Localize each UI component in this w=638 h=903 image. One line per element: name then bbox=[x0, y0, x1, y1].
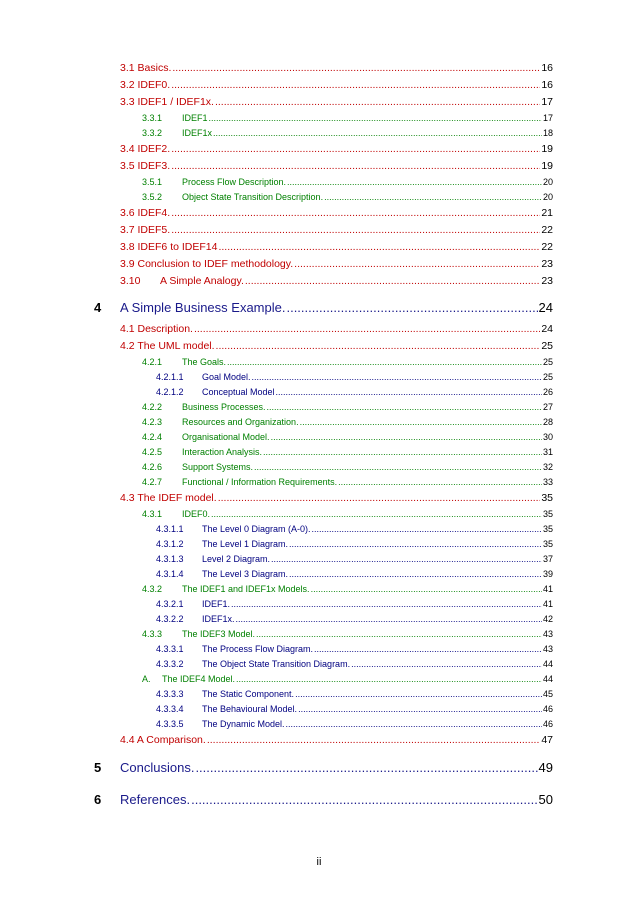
dot-leader bbox=[171, 160, 540, 172]
toc-entry-page: 17 bbox=[541, 96, 553, 108]
dot-leader bbox=[218, 492, 541, 504]
toc-entry[interactable] bbox=[156, 554, 553, 564]
toc-entry-number: 4.2.4 bbox=[142, 432, 163, 442]
dot-leader bbox=[256, 629, 542, 639]
toc-entry-number: 4.2.7 bbox=[142, 477, 163, 487]
toc-entry-title: A Simple Business Example. bbox=[120, 300, 286, 315]
dot-leader bbox=[311, 584, 542, 594]
toc-entry-number: 4.2.6 bbox=[142, 462, 163, 472]
toc-entry-number: 4.3.3.2 bbox=[156, 659, 184, 669]
toc-entry-title: 3.2 IDEF0. bbox=[120, 79, 171, 91]
toc-entry[interactable] bbox=[142, 432, 553, 442]
toc-entry-number: 4.3.2.1 bbox=[156, 599, 184, 609]
toc-entry-page: 17 bbox=[542, 113, 553, 123]
toc-entry-title: IDEF1. bbox=[202, 599, 231, 609]
toc-entry-title: 3.9 Conclusion to IDEF methodology. bbox=[120, 258, 294, 270]
toc-entry[interactable] bbox=[156, 524, 553, 534]
toc-entry[interactable] bbox=[120, 96, 553, 108]
dot-leader bbox=[213, 128, 542, 138]
dot-leader bbox=[287, 177, 542, 187]
toc-entry-page: 19 bbox=[541, 143, 553, 155]
toc-entry-title: The Goals. bbox=[182, 357, 227, 367]
toc-entry-number: 4.3.2 bbox=[142, 584, 163, 594]
toc-entry-title: 4.1 Description. bbox=[120, 323, 193, 335]
toc-entry-page: 41 bbox=[542, 584, 553, 594]
dot-leader bbox=[289, 539, 542, 549]
toc-entry[interactable] bbox=[156, 704, 553, 714]
toc-entry-page: 44 bbox=[542, 674, 553, 684]
dot-leader bbox=[271, 432, 542, 442]
dot-leader bbox=[276, 387, 542, 397]
toc-entry-page: 26 bbox=[542, 387, 553, 397]
dot-leader bbox=[294, 258, 540, 270]
toc-entry[interactable] bbox=[94, 300, 553, 315]
toc-entry-page: 28 bbox=[542, 417, 553, 427]
dot-leader bbox=[216, 340, 541, 352]
toc-entry[interactable] bbox=[142, 674, 553, 684]
dot-leader bbox=[286, 300, 537, 315]
toc-entry-title: IDEF1x. bbox=[202, 614, 235, 624]
toc-entry[interactable] bbox=[120, 492, 553, 504]
toc-entry-title: Support Systems. bbox=[182, 462, 254, 472]
toc-entry-page: 24 bbox=[541, 323, 553, 335]
toc-entry[interactable] bbox=[156, 372, 553, 382]
toc-entry-title: The Object State Transition Diagram. bbox=[202, 659, 351, 669]
toc-entry-number: 3.5.2 bbox=[142, 192, 163, 202]
toc-entry-page: 33 bbox=[542, 477, 553, 487]
toc-entry-page: 43 bbox=[542, 629, 553, 639]
toc-entry[interactable] bbox=[120, 275, 553, 287]
toc-entry-page: 20 bbox=[542, 177, 553, 187]
dot-leader bbox=[172, 62, 540, 74]
dot-leader bbox=[218, 241, 540, 253]
toc-entry-page: 35 bbox=[542, 509, 553, 519]
toc-entry-title: Conceptual Model bbox=[202, 387, 275, 397]
dot-leader bbox=[211, 509, 542, 519]
toc-entry-title: Conclusions. bbox=[120, 760, 195, 775]
toc-entry-title: Organisational Model. bbox=[182, 432, 270, 442]
toc-entry[interactable] bbox=[142, 417, 553, 427]
toc-entry-page: 39 bbox=[542, 569, 553, 579]
toc-entry-page: 37 bbox=[542, 554, 553, 564]
toc-entry-page: 43 bbox=[542, 644, 553, 654]
toc-entry-page: 20 bbox=[542, 192, 553, 202]
toc-entry-page: 32 bbox=[542, 462, 553, 472]
toc-entry[interactable] bbox=[142, 402, 553, 412]
toc-entry-title: References. bbox=[120, 792, 191, 807]
toc-entry-title: The Behavioural Model. bbox=[202, 704, 298, 714]
dot-leader bbox=[271, 554, 542, 564]
toc-entry[interactable] bbox=[120, 734, 553, 746]
toc-entry-number: 4.3.1.3 bbox=[156, 554, 184, 564]
toc-entry[interactable] bbox=[142, 629, 553, 639]
toc-entry-title: The IDEF4 Model. bbox=[162, 674, 236, 684]
toc-entry-title: Resources and Organization. bbox=[182, 417, 299, 427]
toc-entry-number: 4.2.1 bbox=[142, 357, 163, 367]
dot-leader bbox=[338, 477, 542, 487]
toc-entry-page: 35 bbox=[542, 539, 553, 549]
toc-entry-title: 3.6 IDEF4. bbox=[120, 207, 171, 219]
toc-entry-number: 4.3.3.4 bbox=[156, 704, 184, 714]
toc-entry-title: Goal Model. bbox=[202, 372, 251, 382]
dot-leader bbox=[286, 719, 542, 729]
toc-entry-page: 25 bbox=[541, 340, 553, 352]
toc-entry-title: Interaction Analysis. bbox=[182, 447, 263, 457]
toc-entry[interactable] bbox=[142, 128, 553, 138]
toc-entry-number: 4.3.1.4 bbox=[156, 569, 184, 579]
toc-entry-title: 4.4 A Comparison. bbox=[120, 734, 206, 746]
toc-entry[interactable] bbox=[142, 509, 553, 519]
toc-entry-page: 18 bbox=[542, 128, 553, 138]
toc-entry-title: Object State Transition Description. bbox=[182, 192, 324, 202]
toc-entry-number: 4.3.2.2 bbox=[156, 614, 184, 624]
toc-entry-page: 41 bbox=[542, 599, 553, 609]
dot-leader bbox=[298, 704, 542, 714]
toc-entry-page: 50 bbox=[538, 792, 553, 807]
dot-leader bbox=[171, 224, 540, 236]
toc-entry[interactable] bbox=[120, 340, 553, 352]
toc-entry[interactable] bbox=[156, 719, 553, 729]
toc-entry-title: 3.1 Basics. bbox=[120, 62, 172, 74]
toc-entry[interactable] bbox=[142, 584, 553, 594]
toc-entry-title: The Process Flow Diagram. bbox=[202, 644, 314, 654]
toc-entry-number: 4.3.1 bbox=[142, 509, 163, 519]
toc-entry-number: 4.2.2 bbox=[142, 402, 163, 412]
toc-entry[interactable] bbox=[120, 79, 553, 91]
toc-entry-page: 24 bbox=[538, 300, 553, 315]
dot-leader bbox=[227, 357, 542, 367]
toc-entry-title: Level 2 Diagram. bbox=[202, 554, 271, 564]
dot-leader bbox=[295, 689, 542, 699]
toc-entry-page: 46 bbox=[542, 704, 553, 714]
toc-entry-page: 27 bbox=[542, 402, 553, 412]
toc-entry[interactable] bbox=[120, 323, 553, 335]
toc-entry-title: 4.3 The IDEF model. bbox=[120, 492, 217, 504]
dot-leader bbox=[263, 447, 542, 457]
dot-leader bbox=[171, 143, 540, 155]
toc-entry-page: 16 bbox=[541, 62, 553, 74]
toc-entry[interactable] bbox=[120, 207, 553, 219]
toc-entry[interactable] bbox=[142, 447, 553, 457]
toc-entry[interactable] bbox=[156, 689, 553, 699]
dot-leader bbox=[324, 192, 542, 202]
toc-entry-page: 22 bbox=[541, 241, 553, 253]
toc-entry-title: The IDEF3 Model. bbox=[182, 629, 256, 639]
toc-entry[interactable] bbox=[142, 462, 553, 472]
toc-entry-page: 35 bbox=[541, 492, 553, 504]
dot-leader bbox=[312, 524, 542, 534]
toc-entry[interactable] bbox=[156, 599, 553, 609]
toc-entry[interactable] bbox=[156, 659, 553, 669]
toc-entry-page: 49 bbox=[538, 760, 553, 775]
toc-entry-number: 4.2.1.1 bbox=[156, 372, 184, 382]
page-number: ii bbox=[316, 856, 322, 868]
toc-entry-number: 4.2.1.2 bbox=[156, 387, 184, 397]
toc-entry-page: 31 bbox=[542, 447, 553, 457]
toc-entry[interactable] bbox=[120, 160, 553, 172]
toc-entry-number: 3.5.1 bbox=[142, 177, 163, 187]
toc-entry-title: 3.7 IDEF5. bbox=[120, 224, 171, 236]
toc-entry-title: 3.5 IDEF3. bbox=[120, 160, 171, 172]
dot-leader bbox=[252, 372, 542, 382]
dot-leader bbox=[207, 734, 541, 746]
toc-entry[interactable] bbox=[120, 224, 553, 236]
toc-entry[interactable] bbox=[120, 241, 553, 253]
dot-leader bbox=[314, 644, 542, 654]
dot-leader bbox=[300, 417, 542, 427]
dot-leader bbox=[231, 599, 542, 609]
toc-entry[interactable] bbox=[94, 792, 553, 807]
toc-entry-title: The Level 1 Diagram. bbox=[202, 539, 289, 549]
toc-entry-title: The Level 3 Diagram. bbox=[202, 569, 289, 579]
toc-entry-number: 3.10 bbox=[120, 275, 141, 287]
dot-leader bbox=[171, 207, 540, 219]
dot-leader bbox=[215, 96, 540, 108]
toc-entry[interactable] bbox=[142, 357, 553, 367]
toc-entry-title: IDEF1x bbox=[182, 128, 213, 138]
toc-entry[interactable] bbox=[156, 569, 553, 579]
toc-entry-page: 25 bbox=[542, 372, 553, 382]
toc-entry-page: 44 bbox=[542, 659, 553, 669]
toc-entry-number: 4 bbox=[94, 300, 102, 315]
dot-leader bbox=[289, 569, 542, 579]
toc-entry-page: 47 bbox=[541, 734, 553, 746]
toc-entry-number: 4.2.5 bbox=[142, 447, 163, 457]
toc-entry-page: 23 bbox=[541, 258, 553, 270]
dot-leader bbox=[191, 792, 537, 807]
toc-entry-title: IDEF1 bbox=[182, 113, 208, 123]
toc-entry-title: 3.8 IDEF6 to IDEF14 bbox=[120, 241, 218, 253]
toc-entry-page: 21 bbox=[541, 207, 553, 219]
toc-entry-title: 4.2 The UML model. bbox=[120, 340, 215, 352]
toc-entry[interactable] bbox=[142, 113, 553, 123]
toc-entry-number: 4.3.3 bbox=[142, 629, 163, 639]
toc-entry-number: 6 bbox=[94, 792, 102, 807]
dot-leader bbox=[245, 275, 540, 287]
toc-entry-title: 3.3 IDEF1 / IDEF1x. bbox=[120, 96, 214, 108]
toc-entry-page: 23 bbox=[541, 275, 553, 287]
toc-entry-title: The Dynamic Model. bbox=[202, 719, 285, 729]
toc-entry-page: 46 bbox=[542, 719, 553, 729]
toc-entry[interactable] bbox=[94, 760, 553, 775]
toc-entry[interactable] bbox=[120, 258, 553, 270]
toc-entry-number: 4.3.1.2 bbox=[156, 539, 184, 549]
dot-leader bbox=[254, 462, 542, 472]
toc-entry[interactable] bbox=[156, 644, 553, 654]
toc-entry-title: 3.4 IDEF2. bbox=[120, 143, 171, 155]
toc-entry-title: A Simple Analogy. bbox=[160, 275, 244, 287]
toc-entry[interactable] bbox=[156, 614, 553, 624]
toc-entry-number: 4.3.3.1 bbox=[156, 644, 184, 654]
toc-entry[interactable] bbox=[156, 387, 553, 397]
toc-entry-title: Functional / Information Requirements. bbox=[182, 477, 338, 487]
toc-entry-page: 19 bbox=[541, 160, 553, 172]
toc-entry-page: 16 bbox=[541, 79, 553, 91]
toc-entry-title: IDEF0. bbox=[182, 509, 211, 519]
toc-entry-page: 35 bbox=[542, 524, 553, 534]
toc-entry-number: 4.3.1.1 bbox=[156, 524, 184, 534]
dot-leader bbox=[267, 402, 542, 412]
toc-entry-page: 42 bbox=[542, 614, 553, 624]
toc-entry[interactable] bbox=[142, 177, 553, 187]
dot-leader bbox=[209, 113, 542, 123]
toc-entry[interactable] bbox=[142, 192, 553, 202]
toc-entry[interactable] bbox=[142, 477, 553, 487]
toc-entry-number: 4.2.3 bbox=[142, 417, 163, 427]
toc-entry-page: 22 bbox=[541, 224, 553, 236]
toc-entry-number: 4.3.3.5 bbox=[156, 719, 184, 729]
toc-entry-number: 4.3.3.3 bbox=[156, 689, 184, 699]
toc-entry-number: 5 bbox=[94, 760, 102, 775]
dot-leader bbox=[195, 760, 537, 775]
dot-leader bbox=[236, 614, 542, 624]
toc-entry-number: 3.3.2 bbox=[142, 128, 163, 138]
toc-entry-number: A. bbox=[142, 674, 151, 684]
dot-leader bbox=[194, 323, 540, 335]
toc-entry[interactable] bbox=[156, 539, 553, 549]
toc-entry-title: The Level 0 Diagram (A-0). bbox=[202, 524, 311, 534]
dot-leader bbox=[171, 79, 540, 91]
toc-entry-title: The IDEF1 and IDEF1x Models. bbox=[182, 584, 310, 594]
toc-entry-title: Process Flow Description. bbox=[182, 177, 287, 187]
toc-entry-title: The Static Component. bbox=[202, 689, 295, 699]
toc-entry-title: Business Processes. bbox=[182, 402, 266, 412]
toc-entry-page: 30 bbox=[542, 432, 553, 442]
toc-entry[interactable] bbox=[120, 62, 553, 74]
dot-leader bbox=[351, 659, 542, 669]
dot-leader bbox=[236, 674, 542, 684]
toc-entry-number: 3.3.1 bbox=[142, 113, 163, 123]
toc-entry[interactable] bbox=[120, 143, 553, 155]
toc-entry-page: 45 bbox=[542, 689, 553, 699]
toc-entry-page: 25 bbox=[542, 357, 553, 367]
